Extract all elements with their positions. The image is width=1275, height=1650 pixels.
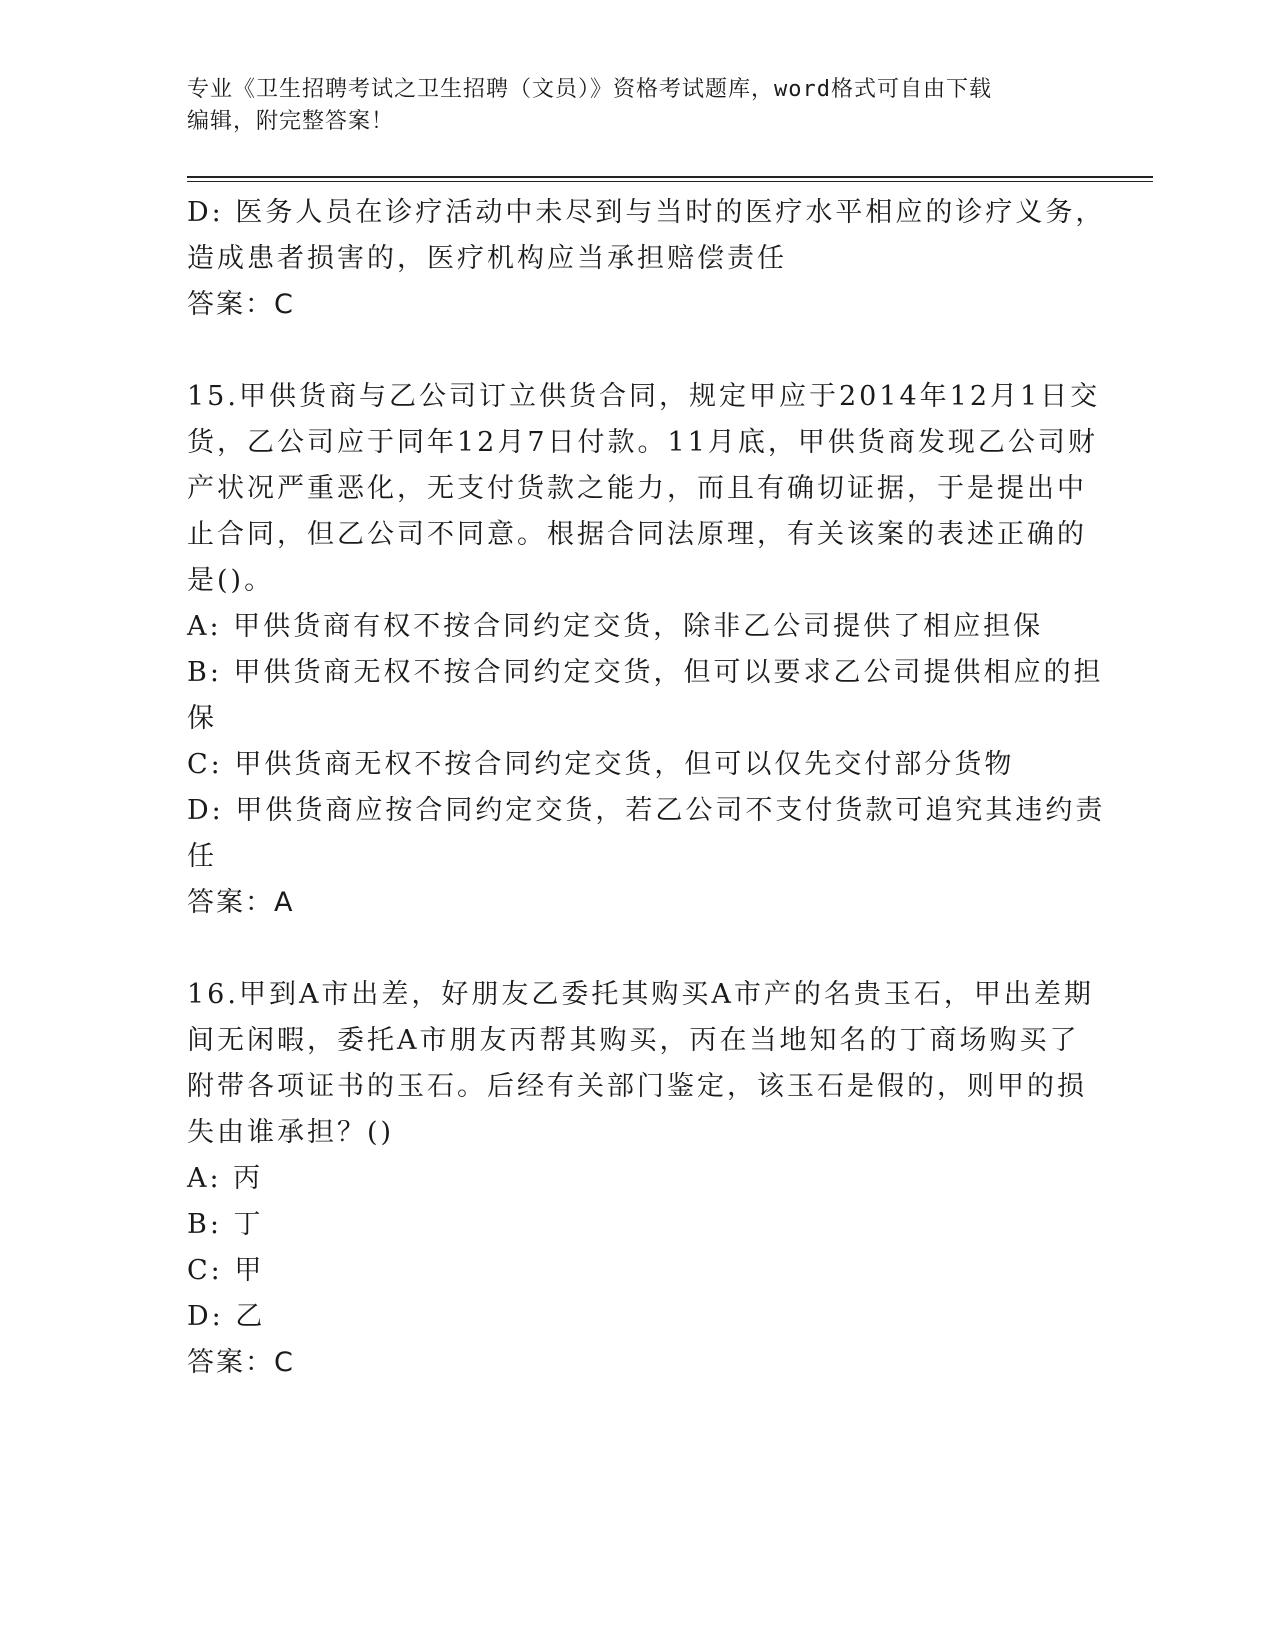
option-d-line-2: 任 [187, 841, 217, 872]
question-15 [187, 374, 1106, 926]
option-c: C: 甲 [187, 1255, 265, 1286]
question-stem-line: 15.甲供货商与乙公司订立供货合同，规定甲应于2014年12月1日交 [187, 381, 1101, 412]
answer-line: 答案：C [187, 1347, 295, 1378]
previous-question-tail [187, 190, 1106, 328]
question-stem-line: 产状况严重恶化，无支付货款之能力，而且有确切证据，于是提出中 [187, 473, 1087, 504]
question-stem-line: 附带各项证书的玉石。后经有关部门鉴定，该玉石是假的，则甲的损 [187, 1071, 1087, 1102]
question-stem-line: 16.甲到A市出差，好朋友乙委托其购买A市产的名贵玉石，甲出差期 [187, 979, 1094, 1010]
answer-line: 答案：C [187, 289, 295, 320]
question-stem-line: 货，乙公司应于同年12月7日付款。11月底，甲供货商发现乙公司财 [187, 427, 1098, 458]
question-stem-line: 止合同，但乙公司不同意。根据合同法原理，有关该案的表述正确的 [187, 519, 1087, 550]
document-body [187, 190, 1106, 1386]
question-stem-line: 是()。 [187, 565, 275, 596]
header-line-1: 专业《卫生招聘考试之卫生招聘（文员）》资格考试题库，word格式可自由下载 [187, 77, 992, 102]
option-d-line-1: D: 医务人员在诊疗活动中未尽到与当时的医疗水平相应的诊疗义务， [187, 197, 1106, 228]
question-16 [187, 972, 1094, 1386]
question-stem-line: 失由谁承担？() [187, 1117, 395, 1148]
option-c: C: 甲供货商无权不按合同约定交货，但可以仅先交付部分货物 [187, 749, 1015, 780]
option-b-line-2: 保 [187, 703, 217, 734]
question-stem-line: 间无闲暇，委托A市朋友丙帮其购买，丙在当地知名的丁商场购买了 [187, 1025, 1080, 1056]
page-header [187, 74, 1067, 138]
spacer [187, 328, 1087, 374]
option-b-line-1: B: 甲供货商无权不按合同约定交货，但可以要求乙公司提供相应的担 [187, 657, 1104, 688]
header-divider-thin [187, 181, 1153, 182]
answer-line: 答案：A [187, 887, 295, 918]
header-line-2: 编辑，附完整答案！ [187, 109, 395, 134]
option-d-line-1: D: 甲供货商应按合同约定交货，若乙公司不支付货款可追究其违约责 [187, 795, 1106, 826]
spacer [187, 926, 1087, 972]
option-d-line-2: 造成患者损害的，医疗机构应当承担赔偿责任 [187, 243, 787, 274]
header-divider-thick [187, 176, 1153, 178]
option-b: B: 丁 [187, 1209, 264, 1240]
option-a: A: 丙 [187, 1163, 264, 1194]
option-a: A: 甲供货商有权不按合同约定交货，除非乙公司提供了相应担保 [187, 611, 1044, 642]
option-d: D: 乙 [187, 1301, 266, 1332]
